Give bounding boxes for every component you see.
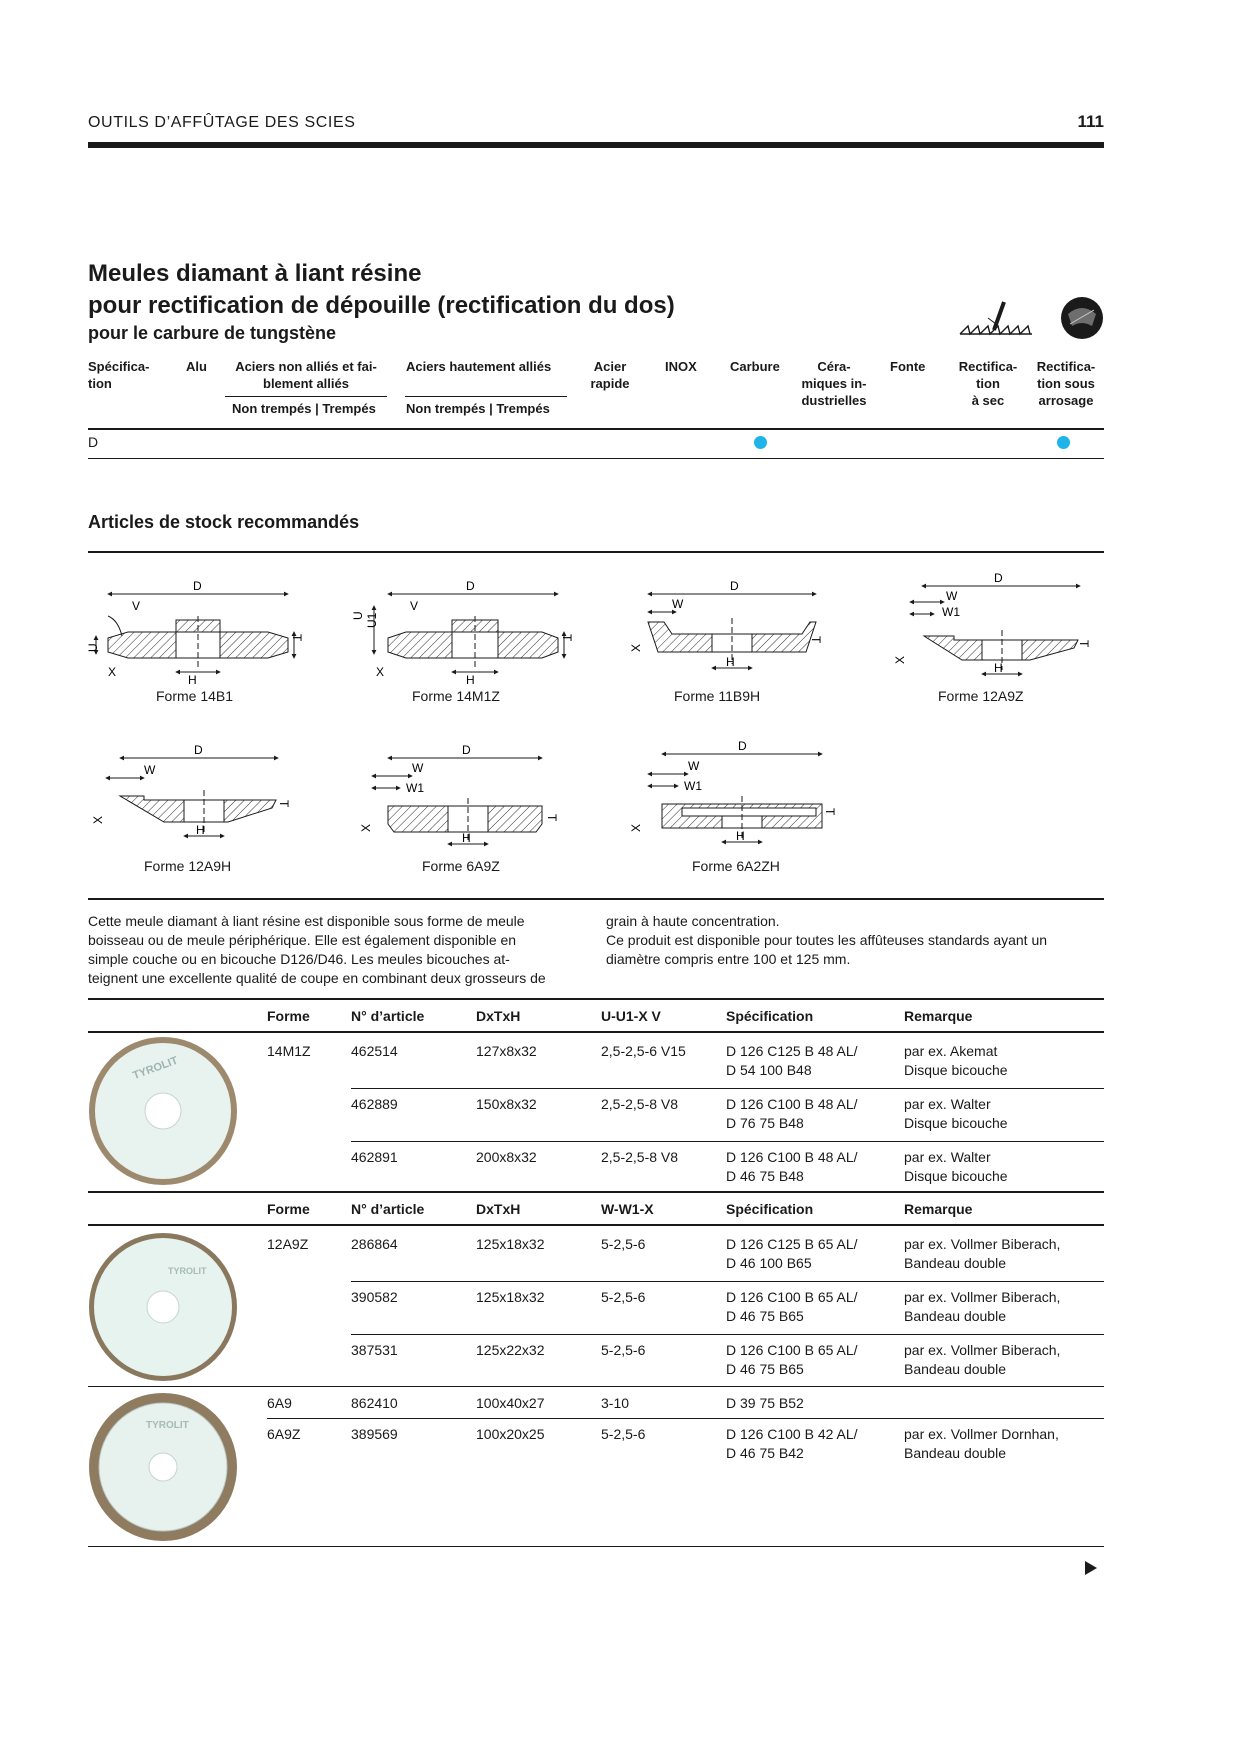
header-icons [958,296,1104,340]
svg-text:U: U [351,611,365,620]
table2-row1-remarque: par ex. Vollmer Biberach, Bandeau double [904,1236,1061,1271]
table1-row2-article: 462889 [351,1096,398,1112]
svg-text:U1: U1 [365,612,379,628]
stock-rule [88,551,1104,553]
product-material: pour le carbure de tungstène [88,323,337,343]
table2-bottom-rule [88,1546,1104,1547]
table2-row4-article: 862410 [351,1395,398,1411]
svg-text:D: D [738,739,747,753]
table2-row5-dim: 100x20x25 [476,1426,545,1442]
svg-text:W1: W1 [406,781,424,795]
wheel-photo-14m1z-icon [88,1036,238,1191]
col-rapide: Acier rapide [590,359,630,391]
table2-row4-spec: D 39 75 B52 [726,1395,804,1411]
svg-text:T: T [290,634,304,642]
stock-heading: Articles de stock recommandés [88,512,360,532]
svg-text:X: X [629,643,643,652]
form-label-11b9h: Forme 11B9H [674,688,761,704]
table2-row5-article: 389569 [351,1426,398,1442]
diagram-12a9z [890,571,1091,684]
table2-row2-dim: 125x18x32 [476,1289,545,1305]
svg-text:T: T [277,800,291,808]
table2-row2-remarque: par ex. Vollmer Biberach, Bandeau double [904,1289,1061,1324]
table2-header-dim: DxTxH [476,1201,521,1217]
spec-row-label: D [88,434,99,450]
svg-text:H: H [736,829,745,843]
svg-text:D: D [194,743,203,757]
table1-row1-remarque: par ex. Akemat Disque bicouche [904,1043,1008,1078]
svg-text:W: W [144,763,156,777]
table2-row1-angle: 5-2,5-6 [601,1236,646,1252]
svg-text:D: D [730,579,739,593]
svg-text:T: T [823,808,837,816]
svg-text:W1: W1 [684,779,702,793]
table2-header-spec: Spécification [726,1201,814,1217]
svg-text:TYROLIT: TYROLIT [168,1266,207,1276]
table1-header-rule [88,1031,1104,1033]
col-sec: Rectifica- tion à sec [958,359,1018,408]
saw-blade-grinding-icon [960,302,1032,334]
svg-text:H: H [196,823,205,837]
table2-row2-article: 390582 [351,1289,398,1305]
table2-row2-spec: D 126 C100 B 65 AL/ D 46 75 B65 [726,1289,858,1324]
svg-text:D: D [462,743,471,757]
table2-row5-spec: D 126 C100 B 42 AL/ D 46 75 B42 [726,1426,858,1461]
svg-text:H: H [462,831,471,845]
table1-row1-spec: D 126 C125 B 48 AL/ D 54 100 B48 [726,1043,858,1078]
table2-header-angle: W-W1-X [601,1201,654,1217]
sub-non-allies: Non trempés | Trempés [232,401,376,416]
diagram-11b9h [626,578,826,686]
svg-text:W: W [688,759,700,773]
table2-row3-dim: 125x22x32 [476,1342,545,1358]
table2-header-forme: Forme [267,1201,310,1217]
svg-text:T: T [1077,640,1091,648]
table1-row3-angle: 2,5-2,5-8 V8 [601,1149,679,1165]
table2-row1-dim: 125x18x32 [476,1236,545,1252]
arrosage-dot-icon [1057,436,1070,449]
sub-allies: Non trempés | Trempés [406,401,550,416]
table2-header-article: N° d’article [351,1201,425,1217]
applications-rule [88,428,1104,430]
svg-text:X: X [359,823,373,832]
table2-row5-angle: 5-2,5-6 [601,1426,646,1442]
form-label-14b1: Forme 14B1 [156,688,234,704]
svg-text:W: W [946,589,958,603]
svg-text:H: H [188,673,197,687]
col-ceramiques: Céra- miques in- dustrielles [801,359,867,408]
diagram-12a9h [88,744,298,854]
diagram-6a2zh [626,736,846,854]
section-title: OUTILS D’AFFÛTAGE DES SCIES [88,114,356,131]
carbure-dot-icon [754,436,767,449]
description-rule [88,898,1104,900]
col-arrosage: Rectifica- tion sous arrosage [1036,359,1096,408]
table1-row2-spec: D 126 C100 B 48 AL/ D 76 75 B48 [726,1096,858,1131]
form-label-12a9z: Forme 12A9Z [938,688,1024,704]
svg-text:T: T [809,636,823,644]
col-inox: INOX [665,359,697,374]
wheel-photo-12a9z-icon [88,1232,238,1387]
svg-text:W: W [672,597,684,611]
table2-row4-angle: 3-10 [601,1395,630,1411]
svg-text:X: X [629,823,643,832]
svg-text:TYROLIT: TYROLIT [146,1420,189,1431]
table1-row2-angle: 2,5-2,5-8 V8 [601,1096,679,1112]
svg-text:D: D [994,571,1003,585]
next-page-arrow-icon[interactable] [1085,1561,1097,1575]
col-allies: Aciers hautement alliés [406,359,552,374]
table1-row3-remarque: par ex. Walter Disque bicouche [904,1149,1008,1184]
svg-text:W1: W1 [942,605,960,619]
table2-row-divider [351,1334,1104,1335]
description-left: Cette meule diamant à liant résine est disponible sous forme de meule boisseau ou de meule périphérique. Elle est également disponible en simple couche ou en bicouche D126/D46. Les meules bicouches at- teignent une excellente qualité de coupe en combinant deux grosseurs de [88,913,546,986]
col-non-allies: Aciers non alliés et fai- blement alliés [235,359,377,391]
form-label-6a9z: Forme 6A9Z [422,858,500,874]
sub-rule-non-allies [225,396,387,397]
svg-text:W: W [412,761,424,775]
svg-text:T: T [545,814,559,822]
table2-top-rule [88,1191,1104,1193]
svg-text:V: V [410,599,419,613]
table2-row4-forme: 6A9 [267,1395,292,1411]
table2-row3-angle: 5-2,5-6 [601,1342,646,1358]
table2-row4-dim: 100x40x27 [476,1395,545,1411]
description-right: grain à haute concentration. Ce produit est disponible pour toutes les affûteuses standards ayant un diamètre compris entre 100 et 125 mm. [606,913,1048,967]
table2-row1-article: 286864 [351,1236,398,1252]
applications-bottom-rule [88,458,1104,459]
table2-header-rule [88,1224,1104,1226]
table2-row-divider [267,1418,1104,1419]
table1-row1-dim: 127x8x32 [476,1043,537,1059]
table2-row1-forme: 12A9Z [267,1236,309,1252]
svg-text:U: U [86,643,100,652]
form-label-12a9h: Forme 12A9H [144,858,232,874]
table1-header-article: N° d’article [351,1008,425,1024]
table1-header-dim: DxTxH [476,1008,521,1024]
table2-header-remarque: Remarque [904,1201,973,1217]
table1-row3-dim: 200x8x32 [476,1149,537,1165]
col-fonte: Fonte [890,359,926,374]
applications-header [88,358,1104,428]
svg-text:X: X [376,665,385,679]
table1-row-divider [351,1141,1104,1142]
table1-row1-angle: 2,5-2,5-6 V15 [601,1043,686,1059]
page-number: 111 [1077,112,1104,131]
form-label-14m1z: Forme 14M1Z [412,688,500,704]
table1-top-rule [88,998,1104,1000]
table1-row2-dim: 150x8x32 [476,1096,537,1112]
table2-row3-spec: D 126 C100 B 65 AL/ D 46 75 B65 [726,1342,858,1377]
table1-header-forme: Forme [267,1008,310,1024]
svg-text:V: V [132,599,141,613]
svg-text:H: H [726,655,735,669]
col-spec: Spécifica- tion [88,359,150,391]
diagram-14m1z [348,576,578,686]
table2-row1-spec: D 126 C125 B 65 AL/ D 46 100 B65 [726,1236,858,1271]
table1-header-spec: Spécification [726,1008,814,1024]
table2-group-divider [88,1386,1104,1387]
wheel-photo-6a9z-icon [88,1392,238,1547]
table1-row1-article: 462514 [351,1043,398,1059]
table2-row5-forme: 6A9Z [267,1426,301,1442]
table1-row3-spec: D 126 C100 B 48 AL/ D 46 75 B48 [726,1149,858,1184]
dim-d: D [193,579,202,593]
svg-text:H: H [994,661,1003,675]
table2-row3-article: 387531 [351,1342,398,1358]
svg-text:D: D [466,579,475,593]
svg-text:TYROLIT: TYROLIT [131,1054,180,1083]
svg-text:H: H [466,673,475,687]
table2-row3-remarque: par ex. Vollmer Biberach, Bandeau double [904,1342,1061,1377]
svg-text:X: X [91,815,105,824]
diagram-14b1 [88,576,308,686]
table2-row2-angle: 5-2,5-6 [601,1289,646,1305]
svg-text:T: T [560,634,574,642]
svg-text:X: X [108,665,117,679]
table1-header-angle: U-U1-X V [601,1008,661,1024]
table1-row3-article: 462891 [351,1149,398,1165]
wet-grinding-icon [1061,297,1103,339]
sub-rule-allies [405,396,567,397]
col-carbure: Carbure [730,359,780,374]
form-label-6a2zh: Forme 6A2ZH [692,858,780,874]
table2-row-divider [351,1281,1104,1282]
diagram-6a9z [356,742,566,854]
table1-row1-forme: 14M1Z [267,1043,311,1059]
table1-row-divider [351,1088,1104,1089]
header-rule [88,142,1104,148]
product-subtitle: pour rectification de dépouille (rectification du dos) [88,292,675,319]
product-title: Meules diamant à liant résine [88,260,422,287]
table2-row5-remarque: par ex. Vollmer Dornhan, Bandeau double [904,1426,1059,1461]
col-alu: Alu [186,359,207,374]
table1-header-remarque: Remarque [904,1008,973,1024]
table1-row2-remarque: par ex. Walter Disque bicouche [904,1096,1008,1131]
svg-text:X: X [893,655,907,664]
